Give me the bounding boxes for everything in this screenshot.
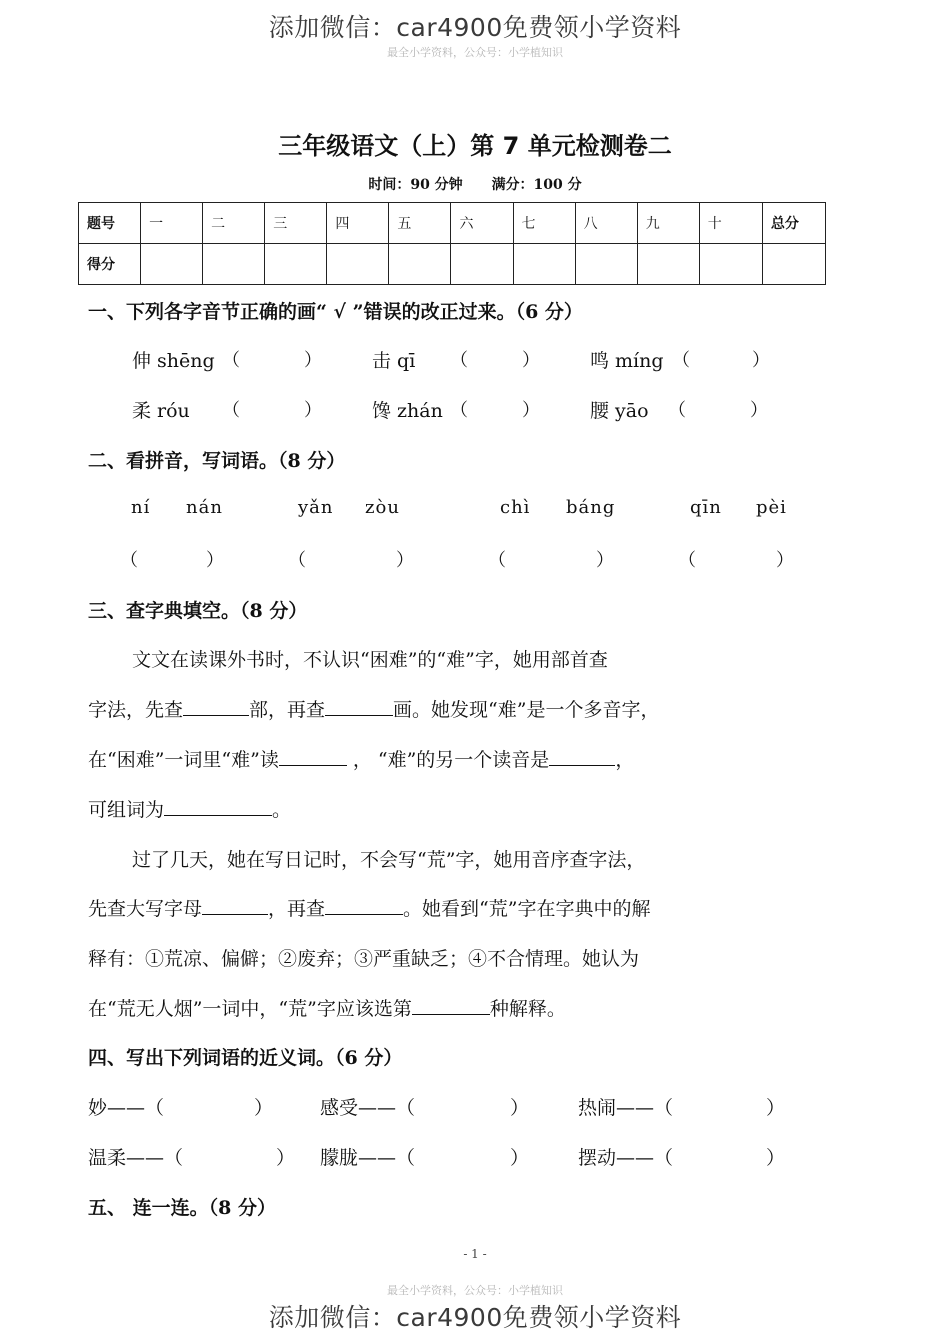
synonym-item-word: 摆动——（ xyxy=(578,1147,674,1169)
text: 在“困难”一词里“难”读 xyxy=(88,749,279,771)
section1-item-text: 伸 shēng xyxy=(132,350,215,372)
section1-item-close: ） xyxy=(522,400,540,421)
synonym-item-close: ） xyxy=(766,1147,786,1169)
header-cell: 六 xyxy=(451,203,513,244)
synonym-item-close: ） xyxy=(254,1097,274,1119)
section3-heading: 三、查字典填空。（8 分） xyxy=(88,600,308,622)
pinyin: zòu xyxy=(365,497,400,518)
text: 。她看到“荒”字在字典中的解 xyxy=(403,898,651,920)
synonym-item-close: ） xyxy=(510,1147,530,1169)
section1-item-open: （ xyxy=(222,350,240,371)
answer-open: （ xyxy=(678,550,696,571)
section3-paragraph1-line1: 文文在读课外书时，不认识“困难”的“难”字，她用部首查 xyxy=(132,649,608,671)
section1-item-text: 腰 yāo xyxy=(590,400,649,422)
score-cell[interactable] xyxy=(575,244,637,285)
section1-item-text: 柔 róu xyxy=(132,400,190,422)
synonym-item-word: 热闹——（ xyxy=(578,1097,674,1119)
header-cell: 四 xyxy=(327,203,389,244)
header-cell-total: 总分 xyxy=(762,203,825,244)
score-cell[interactable] xyxy=(513,244,575,285)
answer-open: （ xyxy=(488,550,506,571)
exam-time: 时间：90 分钟 xyxy=(368,177,463,193)
synonym-item-word: 朦胧——（ xyxy=(320,1147,416,1169)
score-table-score-row xyxy=(79,244,826,285)
section1-item-close: ） xyxy=(522,350,540,371)
exam-info xyxy=(0,174,950,194)
pinyin: báng xyxy=(566,497,616,518)
score-cell[interactable] xyxy=(327,244,389,285)
section3-paragraph1-line2 xyxy=(88,695,659,722)
pinyin: nán xyxy=(186,497,223,518)
header-cell: 八 xyxy=(575,203,637,244)
section2-heading: 二、看拼音，写词语。（8 分） xyxy=(88,450,346,472)
answer-close: ） xyxy=(396,550,414,571)
section3-paragraph2-line4 xyxy=(88,994,566,1021)
text: 在“荒无人烟”一词中，“荒”字应该选第 xyxy=(88,998,412,1020)
answer-close: ） xyxy=(206,550,224,571)
section1-item-open: （ xyxy=(222,400,240,421)
header-cell: 二 xyxy=(203,203,265,244)
text: 画。她发现“难”是一个多音字， xyxy=(393,699,660,721)
section1-item-text: 击 qī xyxy=(372,350,416,372)
exam-full-score: 满分：100 分 xyxy=(491,177,582,193)
section1-item-close: ） xyxy=(752,350,770,371)
section3-paragraph1-line4 xyxy=(88,795,291,822)
section1-item-text: 馋 zhán xyxy=(372,400,443,422)
top-watermark: 添加微信：car4900免费领小学资料 xyxy=(268,13,682,42)
answer-open: （ xyxy=(120,550,138,571)
section5-heading: 五、 连一连。（8 分） xyxy=(88,1197,276,1219)
faint-header: 最全小学资料，公众号：小学植知识 xyxy=(387,46,563,59)
text: ， xyxy=(615,749,635,771)
page-number: - 1 - xyxy=(463,1247,487,1261)
header-cell: 九 xyxy=(637,203,699,244)
score-table-header-row xyxy=(79,203,826,244)
text: 字法，先查 xyxy=(88,699,184,721)
answer-close: ） xyxy=(596,550,614,571)
fill-blank-reading[interactable] xyxy=(279,747,347,766)
section1-item-open: （ xyxy=(668,400,686,421)
synonym-item-close: ） xyxy=(766,1097,786,1119)
header-cell-label: 题号 xyxy=(79,203,141,244)
score-row-label: 得分 xyxy=(79,244,141,285)
score-table xyxy=(78,202,826,285)
fill-blank-letter[interactable] xyxy=(202,896,268,915)
synonym-item-word: 妙——（ xyxy=(88,1097,165,1119)
pinyin: chì xyxy=(500,497,531,518)
fill-blank-strokes[interactable] xyxy=(325,697,393,716)
section1-item-close: ） xyxy=(750,400,768,421)
text: 先查大写字母 xyxy=(88,898,203,920)
synonym-item-word: 感受——（ xyxy=(320,1097,416,1119)
section3-paragraph2-line1: 过了几天，她在写日记时，不会写“荒”字，她用音序查字法， xyxy=(132,849,646,871)
synonym-item-close: ） xyxy=(276,1147,296,1169)
answer-close: ） xyxy=(776,550,794,571)
score-cell[interactable] xyxy=(203,244,265,285)
bottom-watermark: 添加微信：car4900免费领小学资料 xyxy=(268,1303,682,1332)
text: 部，再查 xyxy=(249,699,326,721)
pinyin: qīn xyxy=(690,497,722,518)
section1-item-close: ） xyxy=(304,400,322,421)
fill-blank-meaning[interactable] xyxy=(412,996,490,1015)
score-cell[interactable] xyxy=(141,244,203,285)
fill-blank-syllable[interactable] xyxy=(325,896,403,915)
synonym-item-close: ） xyxy=(510,1097,530,1119)
fill-blank-radical[interactable] xyxy=(183,697,249,716)
section1-item-text: 鸣 míng xyxy=(590,350,664,372)
pinyin: pèi xyxy=(756,497,787,518)
fill-blank-word[interactable] xyxy=(164,797,272,816)
header-cell: 五 xyxy=(389,203,451,244)
answer-open: （ xyxy=(288,550,306,571)
header-cell: 十 xyxy=(699,203,762,244)
synonym-item-word: 温柔——（ xyxy=(88,1147,184,1169)
score-cell[interactable] xyxy=(265,244,327,285)
section1-item-open: （ xyxy=(450,350,468,371)
faint-footer: 最全小学资料，公众号：小学植知识 xyxy=(387,1284,563,1297)
pinyin: ní xyxy=(131,497,151,518)
text: 种解释。 xyxy=(489,998,566,1020)
header-cell: 三 xyxy=(265,203,327,244)
section1-item-open: （ xyxy=(450,400,468,421)
section3-paragraph2-line2 xyxy=(88,894,650,921)
header-cell: 七 xyxy=(513,203,575,244)
text: ，再查 xyxy=(268,898,326,920)
text: “难”的另一个读音是 xyxy=(377,749,550,771)
score-cell[interactable] xyxy=(699,244,762,285)
section1-item-close: ） xyxy=(304,350,322,371)
score-cell[interactable] xyxy=(762,244,825,285)
text: 。 xyxy=(272,799,292,821)
section1-heading: 一、下列各字音节正确的画“ √ ”错误的改正过来。（6 分） xyxy=(88,301,583,323)
text: 可组词为 xyxy=(88,799,165,821)
section4-heading: 四、写出下列词语的近义词。（6 分） xyxy=(88,1047,403,1069)
score-cell[interactable] xyxy=(637,244,699,285)
pinyin: yǎn xyxy=(298,497,334,518)
section3-paragraph2-line3: 释有：①荒凉、偏僻；②废弃；③严重缺乏；④不合情理。她认为 xyxy=(88,948,640,970)
text: ， xyxy=(352,749,372,771)
score-cell[interactable] xyxy=(389,244,451,285)
section1-item-open: （ xyxy=(672,350,690,371)
fill-blank-other-reading[interactable] xyxy=(549,747,615,766)
page-title: 三年级语文（上）第 7 单元检测卷二 xyxy=(278,132,672,160)
header-cell: 一 xyxy=(141,203,203,244)
section3-paragraph1-line3 xyxy=(88,745,634,772)
score-cell[interactable] xyxy=(451,244,513,285)
